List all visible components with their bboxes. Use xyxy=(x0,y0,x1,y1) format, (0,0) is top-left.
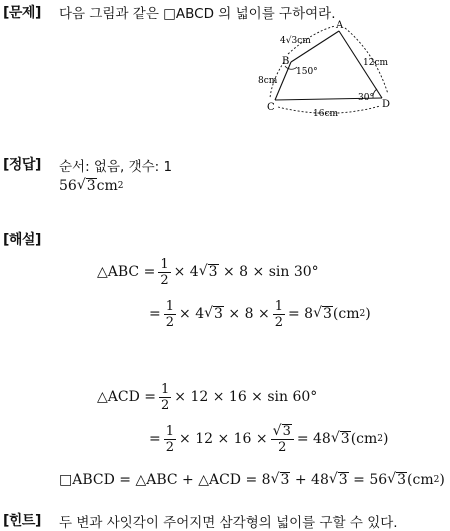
answer-line1: 순서: 없음, 갯수: 1 xyxy=(59,159,173,175)
hint-tag: [힌트] xyxy=(3,513,41,529)
acd-lhs: △ACD = xyxy=(97,389,156,405)
fraction-half: $\frac{1}{2}$ xyxy=(161,381,170,413)
explanation-tag: [해설] xyxy=(3,232,41,248)
vertex-a: A xyxy=(336,20,344,31)
fraction-half: $\frac{1}{2}$ xyxy=(165,298,175,330)
problem-tag: [문제] xyxy=(3,5,41,21)
fraction-half: $\frac{1}{2}$ xyxy=(165,423,175,455)
hint-text: 두 변과 사잇각이 주어지면 삼각형의 넓이를 구할 수 있다. xyxy=(59,515,398,531)
label-cd: 16cm xyxy=(313,109,339,119)
vertex-b: B xyxy=(282,56,290,67)
vertex-d: D xyxy=(382,99,391,110)
abc-line-1: △ABC = $\frac{1}{2}$ × 4 √ 3 × 8 × sin 30° xyxy=(97,256,319,288)
sqrt-sign: √ 3 xyxy=(76,177,96,195)
abc-line-2: = $\frac{1}{2}$ × 4 √ 3 × 8 × $\frac{1}{2}$ = 8 √ 3 (cm 2 ) xyxy=(149,298,371,330)
answer-tag: [정답] xyxy=(3,157,41,173)
label-angle-d: 30° xyxy=(358,93,374,103)
quadrilateral-figure xyxy=(250,18,400,123)
total-line: □ABCD = △ABC + △ACD = 8 √ 3 + 48 √ 3 = 56 √ 3 (cm 2 ) xyxy=(59,471,445,489)
answer-exp: 2 xyxy=(117,181,124,191)
side-bc xyxy=(275,62,291,100)
fraction-half: $\frac{1}{2}$ xyxy=(274,298,283,330)
abc-lhs: △ABC = xyxy=(97,264,156,280)
acd-line-2: = $\frac{1}{2}$ × 12 × 16 × √ 3 2 = 48 √ 3 (cm 2 ) xyxy=(149,422,389,456)
answer-coef: 56 xyxy=(59,178,77,194)
label-ab: 4√3cm xyxy=(280,36,311,46)
label-ad: 12cm xyxy=(363,58,389,68)
answer-value xyxy=(59,175,124,197)
problem-text: 다음 그림과 같은 □ABCD 의 넓이를 구하여라. xyxy=(59,6,336,22)
vertex-c: C xyxy=(267,102,275,113)
fraction-half: $\frac{1}{2}$ xyxy=(160,256,169,288)
answer-unit: cm xyxy=(96,178,118,194)
acd-line-1: △ACD = $\frac{1}{2}$ × 12 × 16 × sin 60° xyxy=(97,381,318,413)
label-angle-b: 150° xyxy=(296,67,318,77)
answer-rad: 3 xyxy=(86,178,96,195)
fraction-sqrt3-over-2: √ 3 2 xyxy=(271,424,294,455)
label-bc: 8cm xyxy=(258,76,278,86)
